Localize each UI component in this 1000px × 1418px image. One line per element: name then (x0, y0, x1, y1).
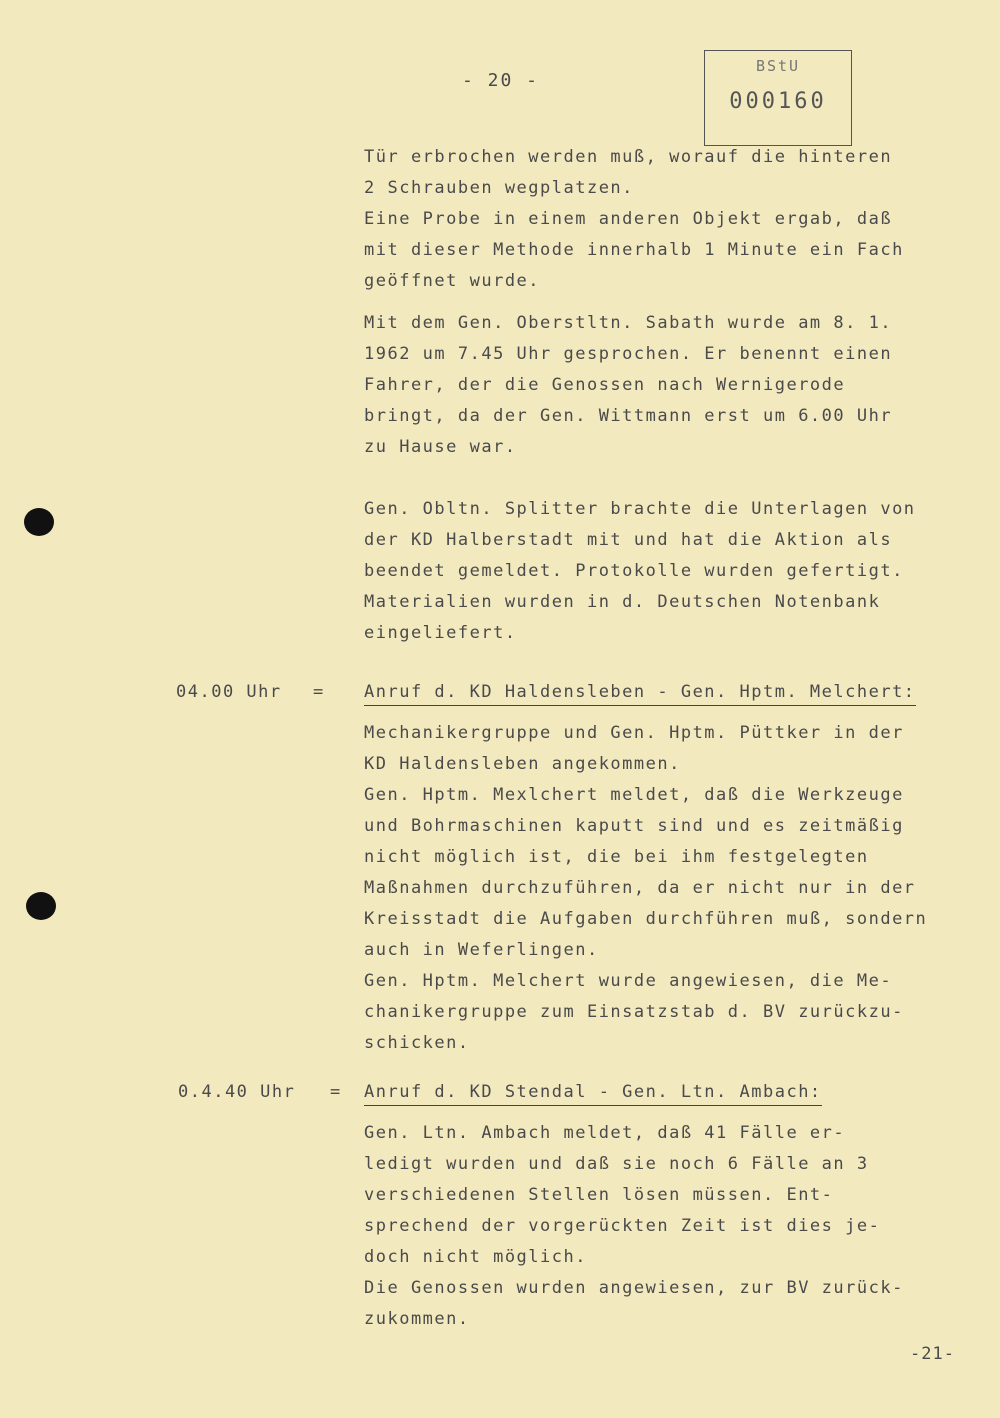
punch-hole-icon (24, 508, 54, 536)
text-line: beendet gemeldet. Protokolle wurden gefertigt. (364, 561, 904, 581)
paragraph-continuation (364, 142, 974, 297)
text-line: nicht möglich ist, die bei ihm festgelegten (364, 847, 869, 867)
entry-body (364, 1118, 974, 1335)
punch-hole-icon (26, 892, 56, 920)
stamp-org: BStU (755, 57, 801, 75)
text-line: Die Genossen wurden angewiesen, zur BV zurück- (364, 1278, 904, 1298)
entry-time: 0.4.40 Uhr (178, 1082, 296, 1102)
text-line: mit dieser Methode innerhalb 1 Minute ein Fach (364, 240, 904, 260)
entry-time: 04.00 Uhr (176, 682, 282, 702)
text-line: zukommen. (364, 1309, 470, 1329)
text-line: geöffnet wurde. (364, 271, 541, 291)
text-line: Tür erbrochen werden muß, worauf die hinteren (364, 147, 893, 167)
text-line: Eine Probe in einem anderen Objekt ergab, daß (364, 209, 893, 229)
paragraph-splitter (364, 494, 974, 649)
archive-stamp (704, 50, 852, 146)
text-line: sprechend der vorgerückten Zeit ist dies je- (364, 1216, 881, 1236)
entry-separator: = (313, 682, 325, 702)
text-line: und Bohrmaschinen kaputt sind und es zeitmäßig (364, 816, 904, 836)
text-line: ledigt wurden und daß sie noch 6 Fälle an 3 (364, 1154, 869, 1174)
text-line: Maßnahmen durchzuführen, da er nicht nur in der (364, 878, 916, 898)
text-line: Gen. Obltn. Splitter brachte die Unterlagen von (364, 499, 916, 519)
text-line: doch nicht möglich. (364, 1247, 587, 1267)
text-line: der KD Halberstadt mit und hat die Aktion als (364, 530, 893, 550)
text-line: Fahrer, der die Genossen nach Wernigerode (364, 375, 846, 395)
entry-heading: Anruf d. KD Stendal - Gen. Ltn. Ambach: (364, 1080, 822, 1106)
text-line: Gen. Hptm. Melchert wurde angewiesen, die Me- (364, 971, 893, 991)
text-line: Materialien wurden in d. Deutschen Notenbank (364, 592, 881, 612)
stamp-code: 000160 (729, 89, 827, 114)
entry-separator: = (330, 1082, 342, 1102)
text-line: Mechanikergruppe und Gen. Hptm. Püttker in der (364, 723, 904, 743)
text-line: eingeliefert. (364, 623, 517, 643)
entry-body (364, 718, 974, 1059)
text-line: 1962 um 7.45 Uhr gesprochen. Er benennt einen (364, 344, 893, 364)
text-line: Kreisstadt die Aufgaben durchführen muß, sondern (364, 909, 928, 929)
text-line: verschiedenen Stellen lösen müssen. Ent- (364, 1185, 834, 1205)
page-number: - 20 - (462, 70, 540, 91)
text-line: bringt, da der Gen. Wittmann erst um 6.00 Uhr (364, 406, 893, 426)
text-line: chanikergruppe zum Einsatzstab d. BV zurückzu- (364, 1002, 904, 1022)
entry-heading: Anruf d. KD Haldensleben - Gen. Hptm. Melchert: (364, 680, 916, 706)
text-line: Gen. Hptm. Mexlchert meldet, daß die Werkzeuge (364, 785, 904, 805)
text-line: auch in Weferlingen. (364, 940, 599, 960)
text-line: Mit dem Gen. Oberstltn. Sabath wurde am 8. 1. (364, 313, 893, 333)
text-line: Gen. Ltn. Ambach meldet, daß 41 Fälle er- (364, 1123, 846, 1143)
text-line: 2 Schrauben wegplatzen. (364, 178, 634, 198)
text-line: schicken. (364, 1033, 470, 1053)
paragraph-sabath (364, 308, 974, 463)
next-page-marker: -21- (910, 1344, 955, 1364)
text-line: KD Haldensleben angekommen. (364, 754, 681, 774)
text-line: zu Hause war. (364, 437, 517, 457)
